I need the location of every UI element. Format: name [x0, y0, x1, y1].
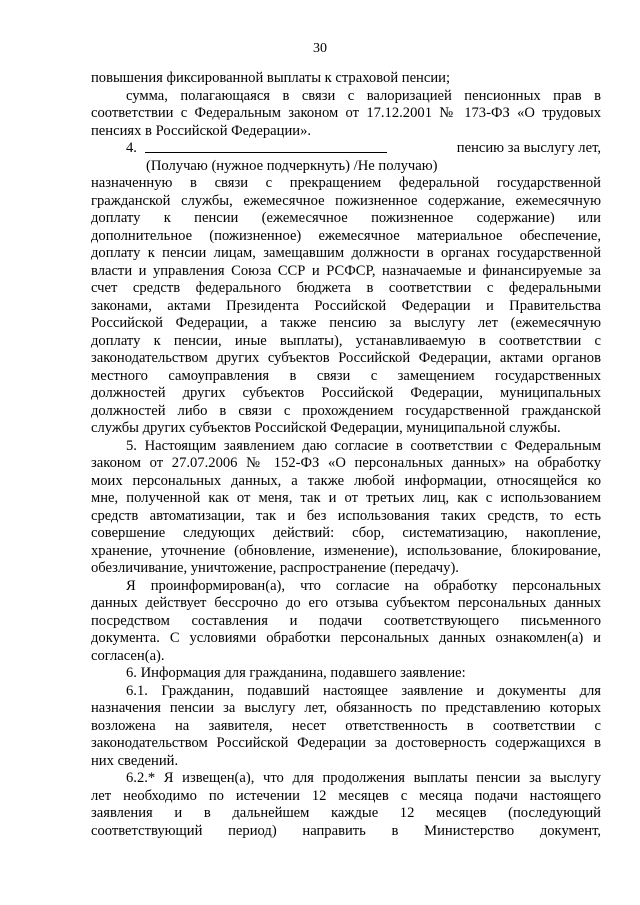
text-line: назначения пенсии за выслугу лет, обязанность по представлению которых — [91, 700, 601, 716]
text-line: местного самоуправления в связи с замещением государственных — [91, 367, 601, 384]
text-line: хранение, уточнение (обновление, изменение), использование, блокирование, — [91, 542, 601, 559]
text-line: законом от 27.07.2006 № 152-ФЗ «О персональных данных» на обработку — [91, 455, 601, 471]
text-line: совершение следующих действий: сбор, систематизацию, накопление, — [91, 525, 601, 541]
pension-status-blank-field — [145, 140, 387, 153]
text-line: 6.1. Гражданин, подавший настоящее заявление и документы для — [126, 682, 601, 699]
text-line: посредством составления и подачи соответствующего письменного — [91, 612, 601, 629]
text-line: 6. Информация для гражданина, подавшего заявление: — [126, 665, 466, 681]
text-line: возложена на заявителя, несет ответственность в соответствии с — [91, 717, 601, 734]
text-line: лет необходимо по истечении 12 месяцев с месяца подачи настоящего — [91, 787, 601, 804]
text-line: должностей либо в связи с прохождением государственной гражданской — [91, 402, 601, 419]
text-line: 5. Настоящим заявлением даю согласие в соответствии с Федеральным — [126, 437, 601, 454]
paragraph-block-2 — [91, 175, 601, 840]
text-line: законами, актами Президента Российской Федерации и Правительства — [91, 297, 601, 314]
item-4-line — [91, 140, 601, 158]
text-line: дополнительное (пожизненное) ежемесячное материальное обеспечение, — [91, 227, 601, 244]
text-line: доплату к пенсии лицам, замещавшим должности в органах государственной — [91, 245, 601, 261]
text-line: службы других субъектов Российской Федерации, муниципальной службы. — [91, 420, 561, 436]
text-line: документа. С условиями обработки персональных данных ознакомлен(а) и — [91, 630, 601, 646]
item-4-note: (Получаю (нужное подчеркнуть) /Не получаю) — [146, 157, 438, 174]
text-line: обезличивание, уничтожение, распространение (передачу). — [91, 560, 459, 576]
item-4-number: 4. — [126, 140, 137, 156]
text-line: повышения фиксированной выплаты к страховой пенсии; — [91, 70, 451, 86]
text-line: них сведений. — [91, 752, 179, 769]
text-line: заявления и в дальнейшем каждые 12 месяцев (последующий — [91, 805, 601, 821]
text-line: законодательством других субъектов Российской Федерации, актами органов — [91, 350, 601, 366]
text-line: соответствующий период) направить в Министерство документ, — [91, 822, 601, 839]
text-line: пенсиях в Российской Федерации». — [91, 122, 312, 139]
document-body — [91, 70, 601, 840]
text-line: моих персональных данных, а также любой информации, относящейся ко — [91, 472, 601, 489]
text-line: гражданской службы, ежемесячное пожизненное содержание, ежемесячную — [91, 192, 601, 209]
text-line: счет средств федерального бюджета в соответствии с федеральными — [91, 280, 601, 296]
page-number: 30 — [313, 41, 327, 56]
text-line: власти и управления Союза ССР и РСФСР, назначаемые и финансируемые за — [91, 262, 601, 279]
text-line: 6.2.* Я извещен(а), что для продолжения выплаты пенсии за выслугу — [126, 770, 601, 786]
item-4-text: пенсию за выслугу лет, — [456, 140, 601, 156]
text-line: назначенную в связи с прекращением федеральной государственной — [91, 175, 601, 191]
text-line: доплату к пенсии, иные выплаты), устанавливаемую в соответствии с — [91, 332, 601, 349]
text-line: согласен(а). — [91, 647, 165, 664]
text-line: соответствии с Федеральным законом от 17.12.2001 № 173-ФЗ «О трудовых — [91, 105, 601, 121]
text-line: должностей других субъектов Российской Федерации, муниципальных — [91, 385, 601, 401]
text-line: сумма, полагающаяся в связи с валоризацией пенсионных прав в — [126, 87, 601, 104]
text-line: данных действует бессрочно до его отзыва субъектом персональных данных — [91, 595, 601, 611]
text-line: доплату к пенсии (ежемесячное пожизненное содержание) или — [91, 210, 601, 226]
text-line: Я проинформирован(а), что согласие на обработку персональных — [126, 577, 601, 594]
text-line: Российской Федерации, а также пенсию за выслугу лет (ежемесячную — [91, 315, 601, 331]
text-line: мне, полученной как от меня, так и от третьих лиц, как с использованием — [91, 490, 601, 506]
text-line: законодательством Российской Федерации за достоверность содержащихся в — [91, 735, 601, 751]
paragraph-block-1 — [91, 70, 601, 140]
text-line: средств автоматизации, так и без использования таких средств, то есть — [91, 507, 601, 524]
